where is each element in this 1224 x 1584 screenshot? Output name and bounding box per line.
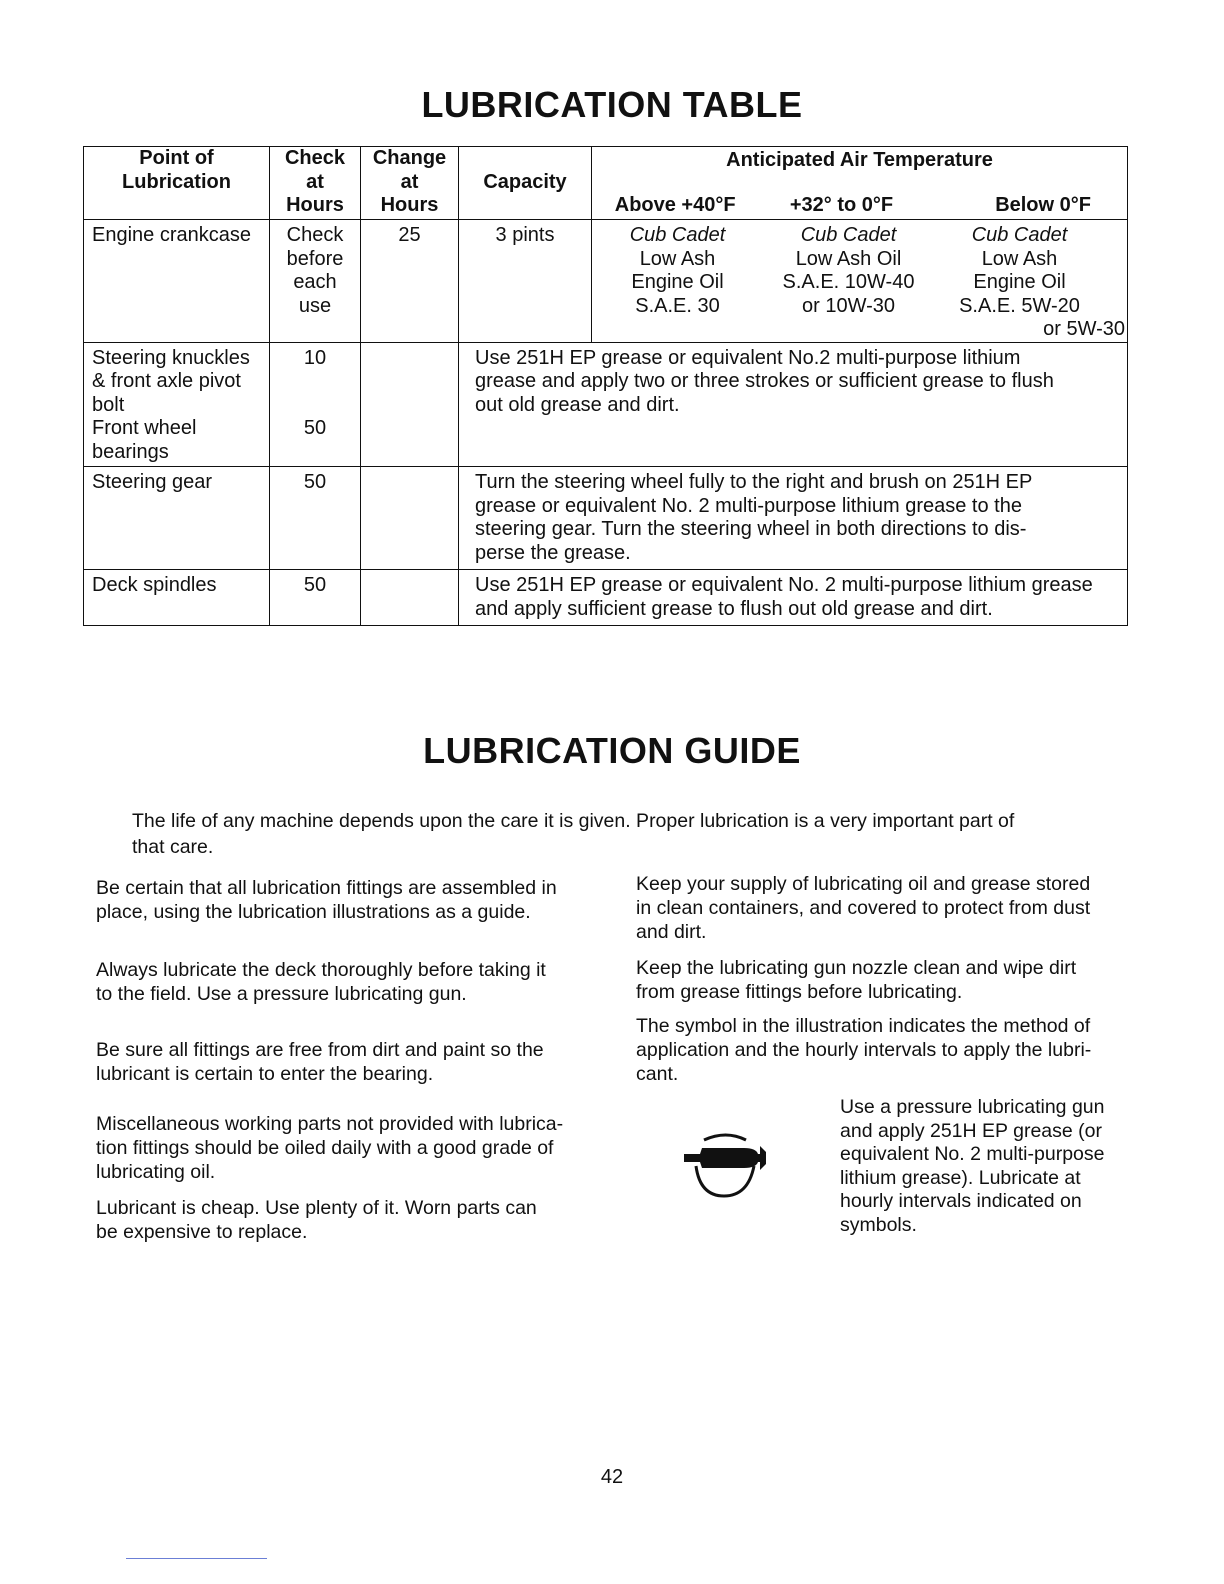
cell-point: Engine crankcase [84,220,270,343]
text-line: Miscellaneous working parts not provided with lubrica- [96,1113,564,1135]
intro-line: The life of any machine depends upon the care it is given. Proper lubrication is a very important part of [132,810,1015,832]
cell-line: Front wheel [92,417,197,439]
text-line: lubricating oil. [96,1161,216,1183]
temp-32-to-0: +32° to 0°F [789,193,894,216]
oil-line: Cub Cadet [800,224,897,246]
cell-change [361,342,459,467]
text-line: place, using the lubrication illustrations as a guide. [96,901,531,923]
left-paragraph-5 [96,1196,537,1244]
cell-oil-types [592,220,1128,343]
symbol-description [840,1096,1125,1237]
cell-note: Use 251H EP grease or equivalent No.2 multi-purpose lithium grease and apply two or three strokes or sufficient grease to flush out old grease and dirt. [459,342,1128,467]
cell-point: Deck spindles [84,570,270,626]
cell-line: bearings [92,440,169,463]
cell-check: 50 [270,570,361,626]
text-line: in clean containers, and covered to protect from dust [636,897,1091,919]
table-row-steering-gear [84,467,1128,570]
table-row-engine-crankcase [84,220,1128,343]
header-line: Lubrication [122,170,231,193]
text-line: Use a pressure lubricating gun [840,1096,1105,1118]
oil-line: Engine Oil [973,271,1066,293]
text-line: Keep the lubricating gun nozzle clean and wipe dirt [636,957,1077,979]
oil-line: Low Ash [639,247,716,270]
guide-intro [132,808,1082,860]
header-capacity: Capacity [459,147,592,220]
oil-line: Cub Cadet [971,224,1068,246]
grease-gun-icon [682,1118,768,1200]
cell-change [361,570,459,626]
text-line: Be certain that all lubrication fittings are assembled in [96,877,557,899]
text-line: tion fittings should be oiled daily with a good grade of [96,1137,554,1159]
oil-line: Low Ash [981,247,1058,270]
header-air-temperature [592,147,1128,220]
note-line: and apply sufficient grease to flush out old grease and dirt. [475,597,993,620]
note-line: Use 251H EP grease or equivalent No. 2 multi-purpose lithium grease [475,574,1093,596]
left-paragraph-3 [96,1038,544,1086]
oil-line: S.A.E. 30 [635,294,720,317]
text-line: and apply 251H EP grease (or [840,1119,1102,1142]
text-line: Always lubricate the deck thoroughly before taking it [96,959,546,981]
table-header-row [84,147,1128,220]
text-line: lubricant is certain to enter the bearing. [96,1063,434,1085]
cell-line: use [298,294,332,317]
cell-line: 50 [303,417,327,439]
left-paragraph-1 [96,876,557,924]
text-line: to the field. Use a pressure lubricating gun. [96,983,467,1005]
oil-line: Cub Cadet [629,224,726,246]
oil-below-0 [934,224,1127,342]
cell-note [459,467,1128,570]
note-line: perse the grease. [475,541,631,564]
text-line: Keep your supply of lubricating oil and grease stored [636,873,1091,895]
table-row-steering-knuckles [84,342,1128,467]
cell-point [84,342,270,467]
header-line: Change [372,147,447,169]
cell-line: & front axle pivot [92,370,241,392]
text-line: symbols. [840,1213,917,1236]
cell-point: Steering gear [84,467,270,570]
text-line: The symbol in the illustration indicates the method of [636,1015,1091,1037]
header-line: Point of [139,147,214,169]
header-line: Hours [380,194,439,216]
header-line: Check [284,147,346,169]
note-line: steering gear. Turn the steering wheel in both directions to dis- [475,518,1027,540]
text-line: Lubricant is cheap. Use plenty of it. Worn parts can [96,1197,537,1219]
lubrication-table [83,146,1128,626]
note-line: Turn the steering wheel fully to the right and brush on 251H EP [475,471,1033,493]
cell-line: bolt [92,393,125,416]
header-line: at [306,170,324,193]
cell-line: Steering knuckles [92,346,250,369]
right-paragraph-1 [636,872,1090,944]
text-line: equivalent No. 2 multi-purpose [840,1143,1105,1165]
header-line: Hours [286,194,344,216]
header-point-of-lubrication [84,147,270,220]
temp-below-0: Below 0°F [995,193,1091,216]
footer-divider [126,1558,267,1559]
cell-change [361,467,459,570]
text-line: and dirt. [636,921,707,943]
table-row-deck-spindles [84,570,1128,626]
temp-above-40: Above +40°F [614,193,736,216]
header-line: at [400,170,419,193]
header-check-hours [270,147,361,220]
oil-above-40 [592,224,763,342]
left-paragraph-2 [96,958,546,1006]
text-line: from grease fittings before lubricating. [636,981,963,1003]
cell-line: before [286,247,344,270]
text-line: application and the hourly intervals to apply the lubri- [636,1039,1092,1061]
text-line: be expensive to replace. [96,1221,308,1243]
page-number: 42 [600,1466,624,1488]
text-line: cant. [636,1063,679,1085]
temperature-title: Anticipated Air Temperature [726,149,993,171]
cell-check [270,220,361,343]
right-paragraph-2 [636,956,1076,1004]
text-line: lithium grease). Lubricate at [840,1166,1081,1189]
lubrication-table-title: LUBRICATION TABLE [421,84,803,125]
cell-line: Check [286,224,344,246]
oil-line: S.A.E. 5W-20 [959,294,1080,317]
left-paragraph-4 [96,1112,563,1184]
right-paragraph-3 [636,1014,1091,1086]
lubrication-guide-title: LUBRICATION GUIDE [423,730,801,771]
oil-line: Low Ash Oil [795,247,902,270]
cell-check [270,342,361,467]
text-line: Be sure all fittings are free from dirt and paint so the [96,1039,544,1061]
text-line: hourly intervals indicated on [840,1190,1082,1212]
header-change-hours [361,147,459,220]
cell-line: each [293,271,337,293]
cell-line: 10 [303,346,327,369]
note-line: grease or equivalent No. 2 multi-purpose lithium grease to the [475,494,1022,517]
oil-32-to-0 [763,224,934,342]
cell-note [459,570,1128,626]
intro-line: that care. [132,836,214,858]
oil-line: or 10W-30 [801,294,895,317]
cell-check: 50 [270,467,361,570]
cell-change: 25 [361,220,459,343]
oil-line: Engine Oil [631,271,724,293]
oil-line: S.A.E. 10W-40 [782,271,915,293]
cell-capacity: 3 pints [459,220,592,343]
oil-line: or 5W-30 [1043,318,1125,340]
